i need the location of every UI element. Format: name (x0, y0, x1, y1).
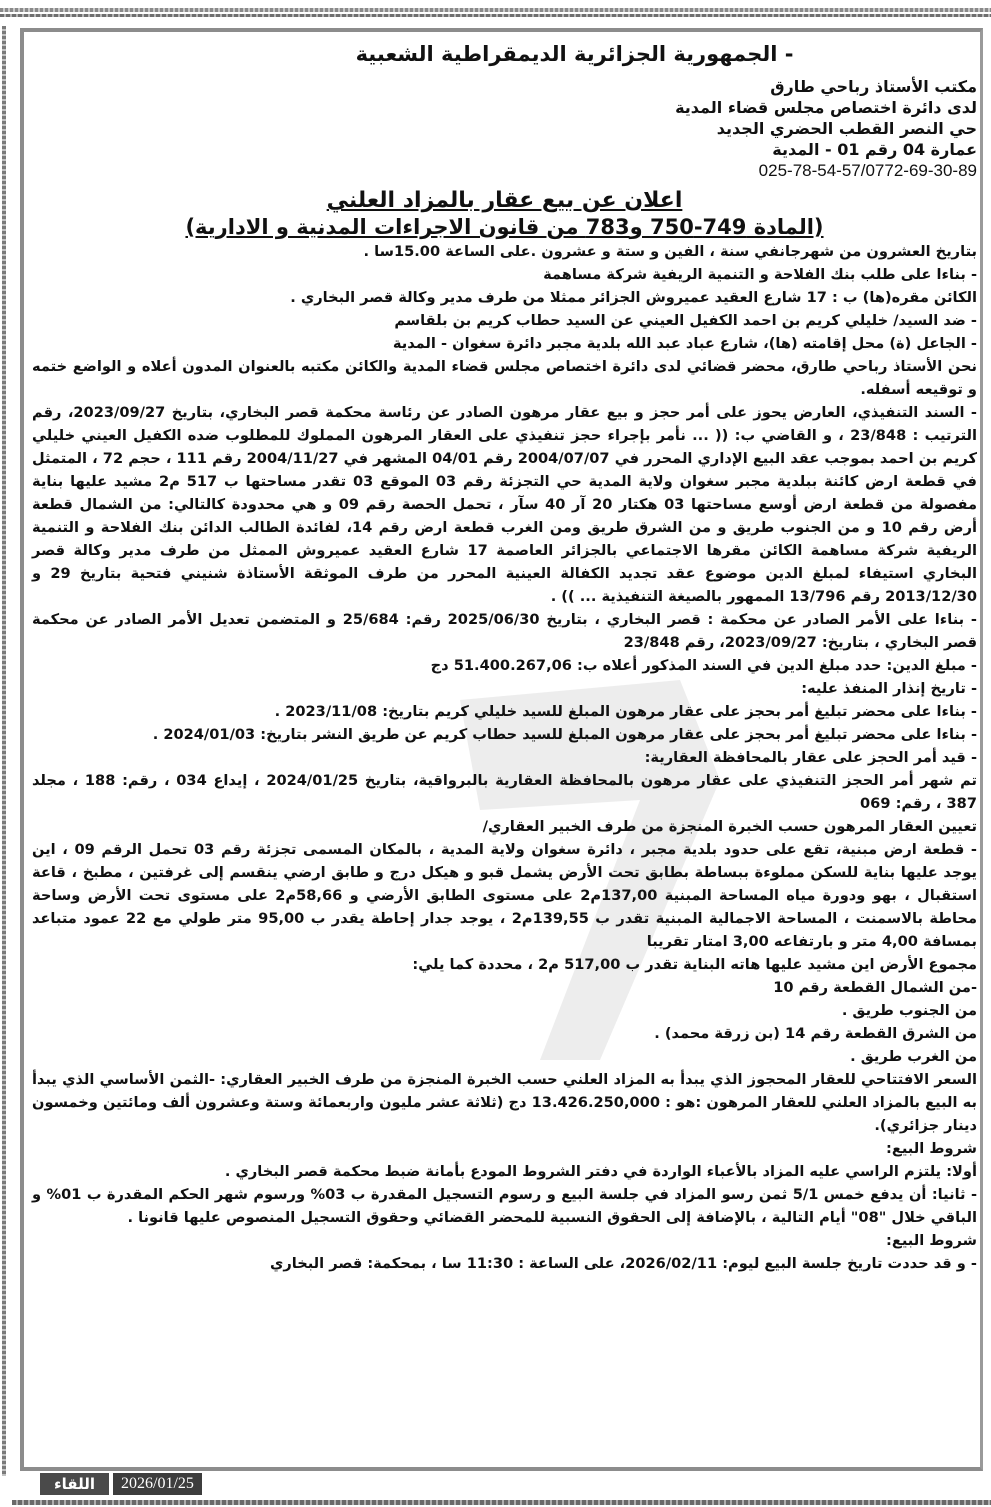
bottom-border-rule (12, 1500, 991, 1505)
announcement-body (32, 240, 977, 1275)
body-paragraph-notice-heading: - تاريخ إنذار المنفذ عليه: (801, 680, 977, 697)
publication-date-badge: 2026/01/25 (113, 1473, 202, 1495)
body-paragraph-residence: - الجاعل (ة) محل إقامته (ها)، شارع عباد عبد الله بلدية مجبر دائرة سغوان - المدية (392, 335, 977, 352)
body-paragraph-notice-1: - بناءا على محضر تبليغ أمر بحجز على عقار مرهون المبلغ للسيد خليلي كريم بتاريخ: 2023/11/08 . (274, 703, 977, 720)
body-paragraph-property-heading: تعيين العقار المرهون حسب الخبرة المنجزة من طرف الخبير العقاري/ (482, 818, 977, 835)
office-building: عمارة 04 رقم 01 - المدية (772, 140, 977, 159)
body-paragraph-requester-address: الكائن مقره(ها) ب : 17 شارع العقيد عميروش الجزائر ممثلا من طرف مدير وكالة قصر البخاري . (290, 289, 977, 306)
body-paragraph-opening-price: السعر الافتتاحي للعقار المحجوز الذي يبدأ به المزاد العلني حسب الخبرة المنجزة من طرف الخبير العقاري: -الثمن الأساسي الذي يبدأ به البيع بالمزاد العلني للعقار المرهون :هو : 13.426.250,000 دج (ثلاثة عشر مليون واربعمائة وستة وعشرون ألف ومائتين وخمسون دينار جزائري). (32, 1071, 977, 1134)
country-heading: - الجمهورية الجزائرية الديمقراطية الشعبية (355, 42, 794, 66)
top-border-rule (0, 8, 991, 12)
body-paragraph-court-order: - بناءا على الأمر الصادر عن محكمة : قصر البخاري ، بتاريخ 2025/06/30 رقم: 25/684 و المتضمن تعديل الأمر الصادر عن محكمة قصر البخاري ، بتاريخ: 2023/09/27، رقم 23/848 (32, 611, 977, 651)
announcement-title: اعلان عن بيع عقار بالمزاد العلني (326, 188, 683, 213)
office-jurisdiction: لدى دائرة اختصاص مجلس قضاء المدية (675, 98, 977, 117)
body-paragraph-boundary-north: -من الشمال القطعة رقم 10 (773, 979, 977, 996)
body-paragraph-executive-title: - السند التنفيذي، العارض يحوز على أمر حجز و بيع عقار مرهون الصادر عن رئاسة محكمة قصر البخاري، بتاريخ 2023/09/27، رقم الترتيب : 23/848 ، و القاضي ب: (( ... نأمر بإجراء حجز تنفيذي على العقار المرهون المملوك للمطلوب ضده الكفيل العيني خليلي كريم بن احمد بموجب عقد البيع الإداري المحرر في 2004/07/07 رقم 04/01 المشهر في 2004/11/27 رقم 111 ، حجم 72 ، المتمثل في قطعة ارض كائنة ببلدية مجبر سغوان ولاية المدية حي التجزئة رقم 03 الموقع 03 تقدر مساحتها ب 517 م2 مشيد عليها بناية مفصولة من قطعة ارض أوسع مساحتها 03 هكتار 20 آر 40 سآر ، تحمل الحصة رقم 09 و هي محدودة كالتالي: من الشمال قطعة أرض رقم 10 و من الجنوب طريق و من الشرق طريق ومن الغرب قطعة ارض رقم 14، لفائدة الطالب الدائن بنك الفلاحة و التنمية الريفية شركة مساهمة الكائن مقرها الاجتماعي بالجزائر العاصمة 17 شارع العقيد عميروش الممثل من طرف مدير وكالة قصر البخاري استيفاء لمبلغ الدين موضوع عقد تجديد الكفالة العينية المحرر من طرف الموثقة الأستاذة شنيني فتحية بتاريخ 29 و 2013/12/30 رقم 13/796 الممهور بالصيغة التنفيذية ... )) . (32, 404, 978, 605)
office-district: حي النصر القطب الحضري الجديد (716, 119, 977, 138)
body-paragraph-conditions-heading: شروط البيع: (886, 1140, 977, 1157)
body-paragraph-bailiff: نحن الأستاذ رباحي طارق، محضر قضائي لدى دائرة اختصاص مجلس قضاء المدية والكائن مكتبه بالعنوان المدون أعلاه و الواضع ختمه و توقيعه أسفله. (32, 358, 977, 398)
announcement-legal-reference: (المادة 749-750 و783 من قانون الاجراءات المدنية و الادارية) (185, 215, 824, 239)
bailiff-office-block (32, 76, 977, 182)
body-paragraph-debt-amount: - مبلغ الدين: حدد مبلغ الدين في السند المذكور أعلاه ب: 51.400.267,06 دج (430, 657, 977, 674)
body-paragraph-condition-1: أولا: يلتزم الراسي عليه المزاد بالأعباء الواردة في دفتر الشروط المودع بأمانة ضبط محكمة قصر البخاري . (224, 1163, 977, 1180)
body-paragraph-against: - ضد السيد/ خليلي كريم بن احمد الكفيل العيني عن السيد حطاب كريم بن بلقاسم (394, 312, 977, 329)
body-paragraph-boundary-east: من الشرق القطعة رقم 14 (بن زرقة محمد) . (654, 1025, 977, 1042)
publication-footer (40, 1473, 202, 1495)
body-paragraph-registry-heading: - قيد أمر الحجز على عقار بالمحافظة العقارية: (644, 749, 977, 766)
body-paragraph-registry: تم شهر أمر الحجز التنفيذي على عقار مرهون بالمحافظة العقارية بالبرواقية، بتاريخ 2024/01/25 ، إيداع 034 ، رقم: 188 ، مجلد 387 ، رقم: 069 (32, 772, 978, 812)
body-paragraph-land-total: مجموع الأرض اين مشيد عليها هاته البناية تقدر ب 517,00 م2 ، محددة كما يلي: (412, 956, 977, 973)
office-name: مكتب الأستاذ رباحي طارق (770, 77, 977, 96)
top-border-rule-secondary (0, 14, 991, 17)
body-paragraph-condition-2: - ثانيا: أن يدفع خمس 5/1 ثمن رسو المزاد في جلسة البيع و رسوم التسجيل المقدرة ب 03% ورسوم شهر الحكم المقدرة ب 01% و الباقي خلال "08" أيام التالية ، بالإضافة إلى الحقوق النسبية للمحضر القضائي وحقوق التسجيل المنصوص عليها قانونا . (32, 1186, 978, 1226)
newspaper-name-badge: اللقاء (40, 1473, 109, 1495)
left-column-rule (2, 26, 6, 1476)
body-paragraph-sale-session: - و قد حددت تاريخ جلسة البيع ليوم: 2026/02/11، على الساعة : 11:30 سا ، بمحكمة: قصر البخاري (269, 1255, 977, 1272)
body-paragraph-boundary-west: من الغرب طريق . (850, 1048, 977, 1065)
body-paragraph-property-description: - قطعة ارض مبنية، تقع على حدود بلدية مجبر ، دائرة سغوان ولاية المدية ، بالمكان المسمى تجزئة رقم 03 تحمل الرقم 09 ، اين يوجد عليها بناية للسكن مملوءة ببساطة بطابق تحت الأرض يشمل قبو و هيكل درج و طابق ارضي ينقسم إلى غرفتين ، مطبخ ، قاعة استقبال ، بهو ودورة مياه المساحة المبنية 137,00م2 على مستوى الطابق الأرضي و 58,66م2 على مستوى تحت الأرض وساحة محاطة بالاسمنت ، المساحة الاجمالية المبنية تقدر ب 139,55م2 ، يوجد جدار إحاطة يقدر ب 95,00 متر طولي مع 22 عمود متباعد بمسافة 4,00 متر و بارتفاعه 3,00 امتار تقريبا (32, 841, 978, 950)
body-paragraph-boundary-south: من الجنوب طريق . (841, 1002, 977, 1019)
body-paragraph-date: بتاريخ العشرون من شهرجانفي سنة ، الفين و ستة و عشرون .على الساعة 15.00سا . (363, 243, 977, 260)
body-paragraph-notice-2: - بناءا على محضر تبليغ أمر بحجز على عقار مرهون المبلغ للسيد حطاب كريم عن طريق النشر بتاريخ: 2024/01/03 . (152, 726, 977, 743)
body-paragraph-requester: - بناءا على طلب بنك الفلاحة و التنمية الريفية شركة مساهمة (543, 266, 977, 283)
announcement-content (32, 36, 977, 1275)
office-phones: 025-78-54-57/0772-69-30-89 (758, 161, 977, 180)
body-paragraph-conditions-heading-2: شروط البيع: (886, 1232, 977, 1249)
